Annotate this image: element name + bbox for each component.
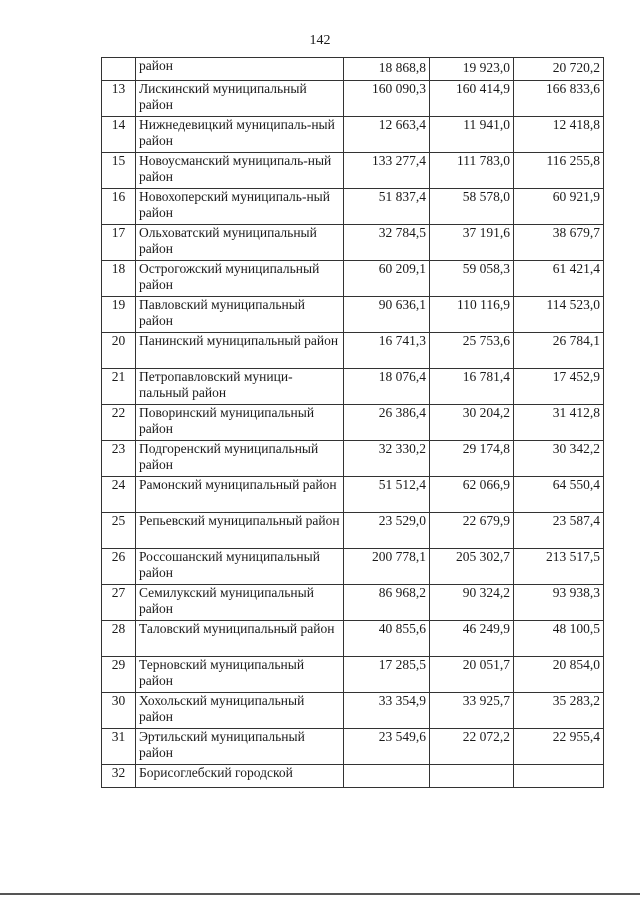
table-row bbox=[102, 117, 604, 153]
municipality-name: Нижнедевицкий муниципаль-ный район bbox=[136, 117, 344, 153]
row-number: 16 bbox=[102, 189, 136, 225]
value-col1: 17 285,5 bbox=[344, 657, 430, 693]
value-col2: 33 925,7 bbox=[430, 693, 514, 729]
value-col2: 11 941,0 bbox=[430, 117, 514, 153]
value-col1: 16 741,3 bbox=[344, 333, 430, 369]
municipality-name: Ольховатский муниципальный район bbox=[136, 225, 344, 261]
row-number: 18 bbox=[102, 261, 136, 297]
value-col2: 37 191,6 bbox=[430, 225, 514, 261]
municipality-name: Подгоренский муниципальный район bbox=[136, 441, 344, 477]
municipality-name: Павловский муниципальный район bbox=[136, 297, 344, 333]
value-col2: 30 204,2 bbox=[430, 405, 514, 441]
municipality-name: Поворинский муниципальный район bbox=[136, 405, 344, 441]
value-col1: 23 529,0 bbox=[344, 513, 430, 549]
row-number: 22 bbox=[102, 405, 136, 441]
value-col3: 17 452,9 bbox=[514, 369, 604, 405]
table-row bbox=[102, 513, 604, 549]
value-col2: 160 414,9 bbox=[430, 81, 514, 117]
value-col2: 19 923,0 bbox=[430, 58, 514, 81]
value-col2: 25 753,6 bbox=[430, 333, 514, 369]
row-number: 17 bbox=[102, 225, 136, 261]
municipality-name: Борисоглебский городской bbox=[136, 765, 344, 788]
value-col3: 64 550,4 bbox=[514, 477, 604, 513]
table-row bbox=[102, 693, 604, 729]
row-number: 19 bbox=[102, 297, 136, 333]
row-number: 13 bbox=[102, 81, 136, 117]
value-col1: 133 277,4 bbox=[344, 153, 430, 189]
table-row bbox=[102, 657, 604, 693]
row-number: 14 bbox=[102, 117, 136, 153]
municipality-name: Терновский муниципальный район bbox=[136, 657, 344, 693]
table-row bbox=[102, 765, 604, 788]
value-col3: 116 255,8 bbox=[514, 153, 604, 189]
value-col1 bbox=[344, 765, 430, 788]
municipality-name: Острогожский муниципальный район bbox=[136, 261, 344, 297]
value-col1: 33 354,9 bbox=[344, 693, 430, 729]
row-number: 27 bbox=[102, 585, 136, 621]
value-col2: 58 578,0 bbox=[430, 189, 514, 225]
row-number: 15 bbox=[102, 153, 136, 189]
table-row bbox=[102, 225, 604, 261]
row-number: 30 bbox=[102, 693, 136, 729]
row-number: 28 bbox=[102, 621, 136, 657]
table-row bbox=[102, 153, 604, 189]
table-row bbox=[102, 369, 604, 405]
table-row bbox=[102, 58, 604, 81]
municipality-name: Россошанский муниципальный район bbox=[136, 549, 344, 585]
value-col3: 38 679,7 bbox=[514, 225, 604, 261]
value-col2: 59 058,3 bbox=[430, 261, 514, 297]
value-col1: 18 868,8 bbox=[344, 58, 430, 81]
value-col2: 16 781,4 bbox=[430, 369, 514, 405]
value-col1: 12 663,4 bbox=[344, 117, 430, 153]
table-row bbox=[102, 549, 604, 585]
value-col3: 23 587,4 bbox=[514, 513, 604, 549]
value-col2: 20 051,7 bbox=[430, 657, 514, 693]
row-number: 26 bbox=[102, 549, 136, 585]
value-col1: 40 855,6 bbox=[344, 621, 430, 657]
value-col1: 160 090,3 bbox=[344, 81, 430, 117]
value-col1: 60 209,1 bbox=[344, 261, 430, 297]
table-row bbox=[102, 477, 604, 513]
table-row bbox=[102, 621, 604, 657]
row-number bbox=[102, 58, 136, 81]
row-number: 25 bbox=[102, 513, 136, 549]
value-col1: 51 837,4 bbox=[344, 189, 430, 225]
value-col2: 111 783,0 bbox=[430, 153, 514, 189]
value-col1: 32 330,2 bbox=[344, 441, 430, 477]
budget-table bbox=[101, 57, 604, 788]
table-row bbox=[102, 189, 604, 225]
value-col2: 22 072,2 bbox=[430, 729, 514, 765]
row-number: 31 bbox=[102, 729, 136, 765]
table-row bbox=[102, 441, 604, 477]
value-col1: 51 512,4 bbox=[344, 477, 430, 513]
municipality-name: Таловский муниципальный район bbox=[136, 621, 344, 657]
value-col3: 22 955,4 bbox=[514, 729, 604, 765]
table-row bbox=[102, 729, 604, 765]
value-col1: 18 076,4 bbox=[344, 369, 430, 405]
municipality-name: Эртильский муниципальный район bbox=[136, 729, 344, 765]
row-number: 29 bbox=[102, 657, 136, 693]
municipality-name: Семилукский муниципальный район bbox=[136, 585, 344, 621]
value-col2 bbox=[430, 765, 514, 788]
value-col3: 26 784,1 bbox=[514, 333, 604, 369]
value-col3: 93 938,3 bbox=[514, 585, 604, 621]
municipality-name: Панинский муниципальный район bbox=[136, 333, 344, 369]
value-col1: 26 386,4 bbox=[344, 405, 430, 441]
municipality-name: район bbox=[136, 58, 344, 81]
value-col1: 23 549,6 bbox=[344, 729, 430, 765]
value-col3: 166 833,6 bbox=[514, 81, 604, 117]
value-col2: 205 302,7 bbox=[430, 549, 514, 585]
value-col1: 200 778,1 bbox=[344, 549, 430, 585]
value-col2: 62 066,9 bbox=[430, 477, 514, 513]
municipality-name: Новохоперский муниципаль-ный район bbox=[136, 189, 344, 225]
municipality-name: Лискинский муниципальный район bbox=[136, 81, 344, 117]
municipality-name: Рамонский муниципальный район bbox=[136, 477, 344, 513]
value-col2: 22 679,9 bbox=[430, 513, 514, 549]
table-row bbox=[102, 261, 604, 297]
table-row bbox=[102, 333, 604, 369]
table-body bbox=[102, 58, 604, 788]
row-number: 23 bbox=[102, 441, 136, 477]
table-row bbox=[102, 405, 604, 441]
value-col3: 31 412,8 bbox=[514, 405, 604, 441]
row-number: 24 bbox=[102, 477, 136, 513]
page-bottom-border bbox=[0, 893, 640, 895]
value-col3: 30 342,2 bbox=[514, 441, 604, 477]
value-col3: 35 283,2 bbox=[514, 693, 604, 729]
value-col1: 90 636,1 bbox=[344, 297, 430, 333]
row-number: 21 bbox=[102, 369, 136, 405]
value-col3: 12 418,8 bbox=[514, 117, 604, 153]
value-col3: 61 421,4 bbox=[514, 261, 604, 297]
value-col2: 110 116,9 bbox=[430, 297, 514, 333]
value-col3: 20 854,0 bbox=[514, 657, 604, 693]
value-col3: 48 100,5 bbox=[514, 621, 604, 657]
table-row bbox=[102, 585, 604, 621]
value-col3: 60 921,9 bbox=[514, 189, 604, 225]
table-row bbox=[102, 81, 604, 117]
value-col2: 46 249,9 bbox=[430, 621, 514, 657]
value-col1: 32 784,5 bbox=[344, 225, 430, 261]
value-col3: 213 517,5 bbox=[514, 549, 604, 585]
row-number: 20 bbox=[102, 333, 136, 369]
value-col2: 29 174,8 bbox=[430, 441, 514, 477]
row-number: 32 bbox=[102, 765, 136, 788]
page-number: 142 bbox=[309, 33, 331, 48]
value-col3: 114 523,0 bbox=[514, 297, 604, 333]
value-col1: 86 968,2 bbox=[344, 585, 430, 621]
municipality-name: Хохольский муниципальный район bbox=[136, 693, 344, 729]
value-col3: 20 720,2 bbox=[514, 58, 604, 81]
municipality-name: Петропавловский муници-пальный район bbox=[136, 369, 344, 405]
municipality-name: Репьевский муниципальный район bbox=[136, 513, 344, 549]
table-row bbox=[102, 297, 604, 333]
municipality-name: Новоусманский муниципаль-ный район bbox=[136, 153, 344, 189]
value-col3 bbox=[514, 765, 604, 788]
value-col2: 90 324,2 bbox=[430, 585, 514, 621]
